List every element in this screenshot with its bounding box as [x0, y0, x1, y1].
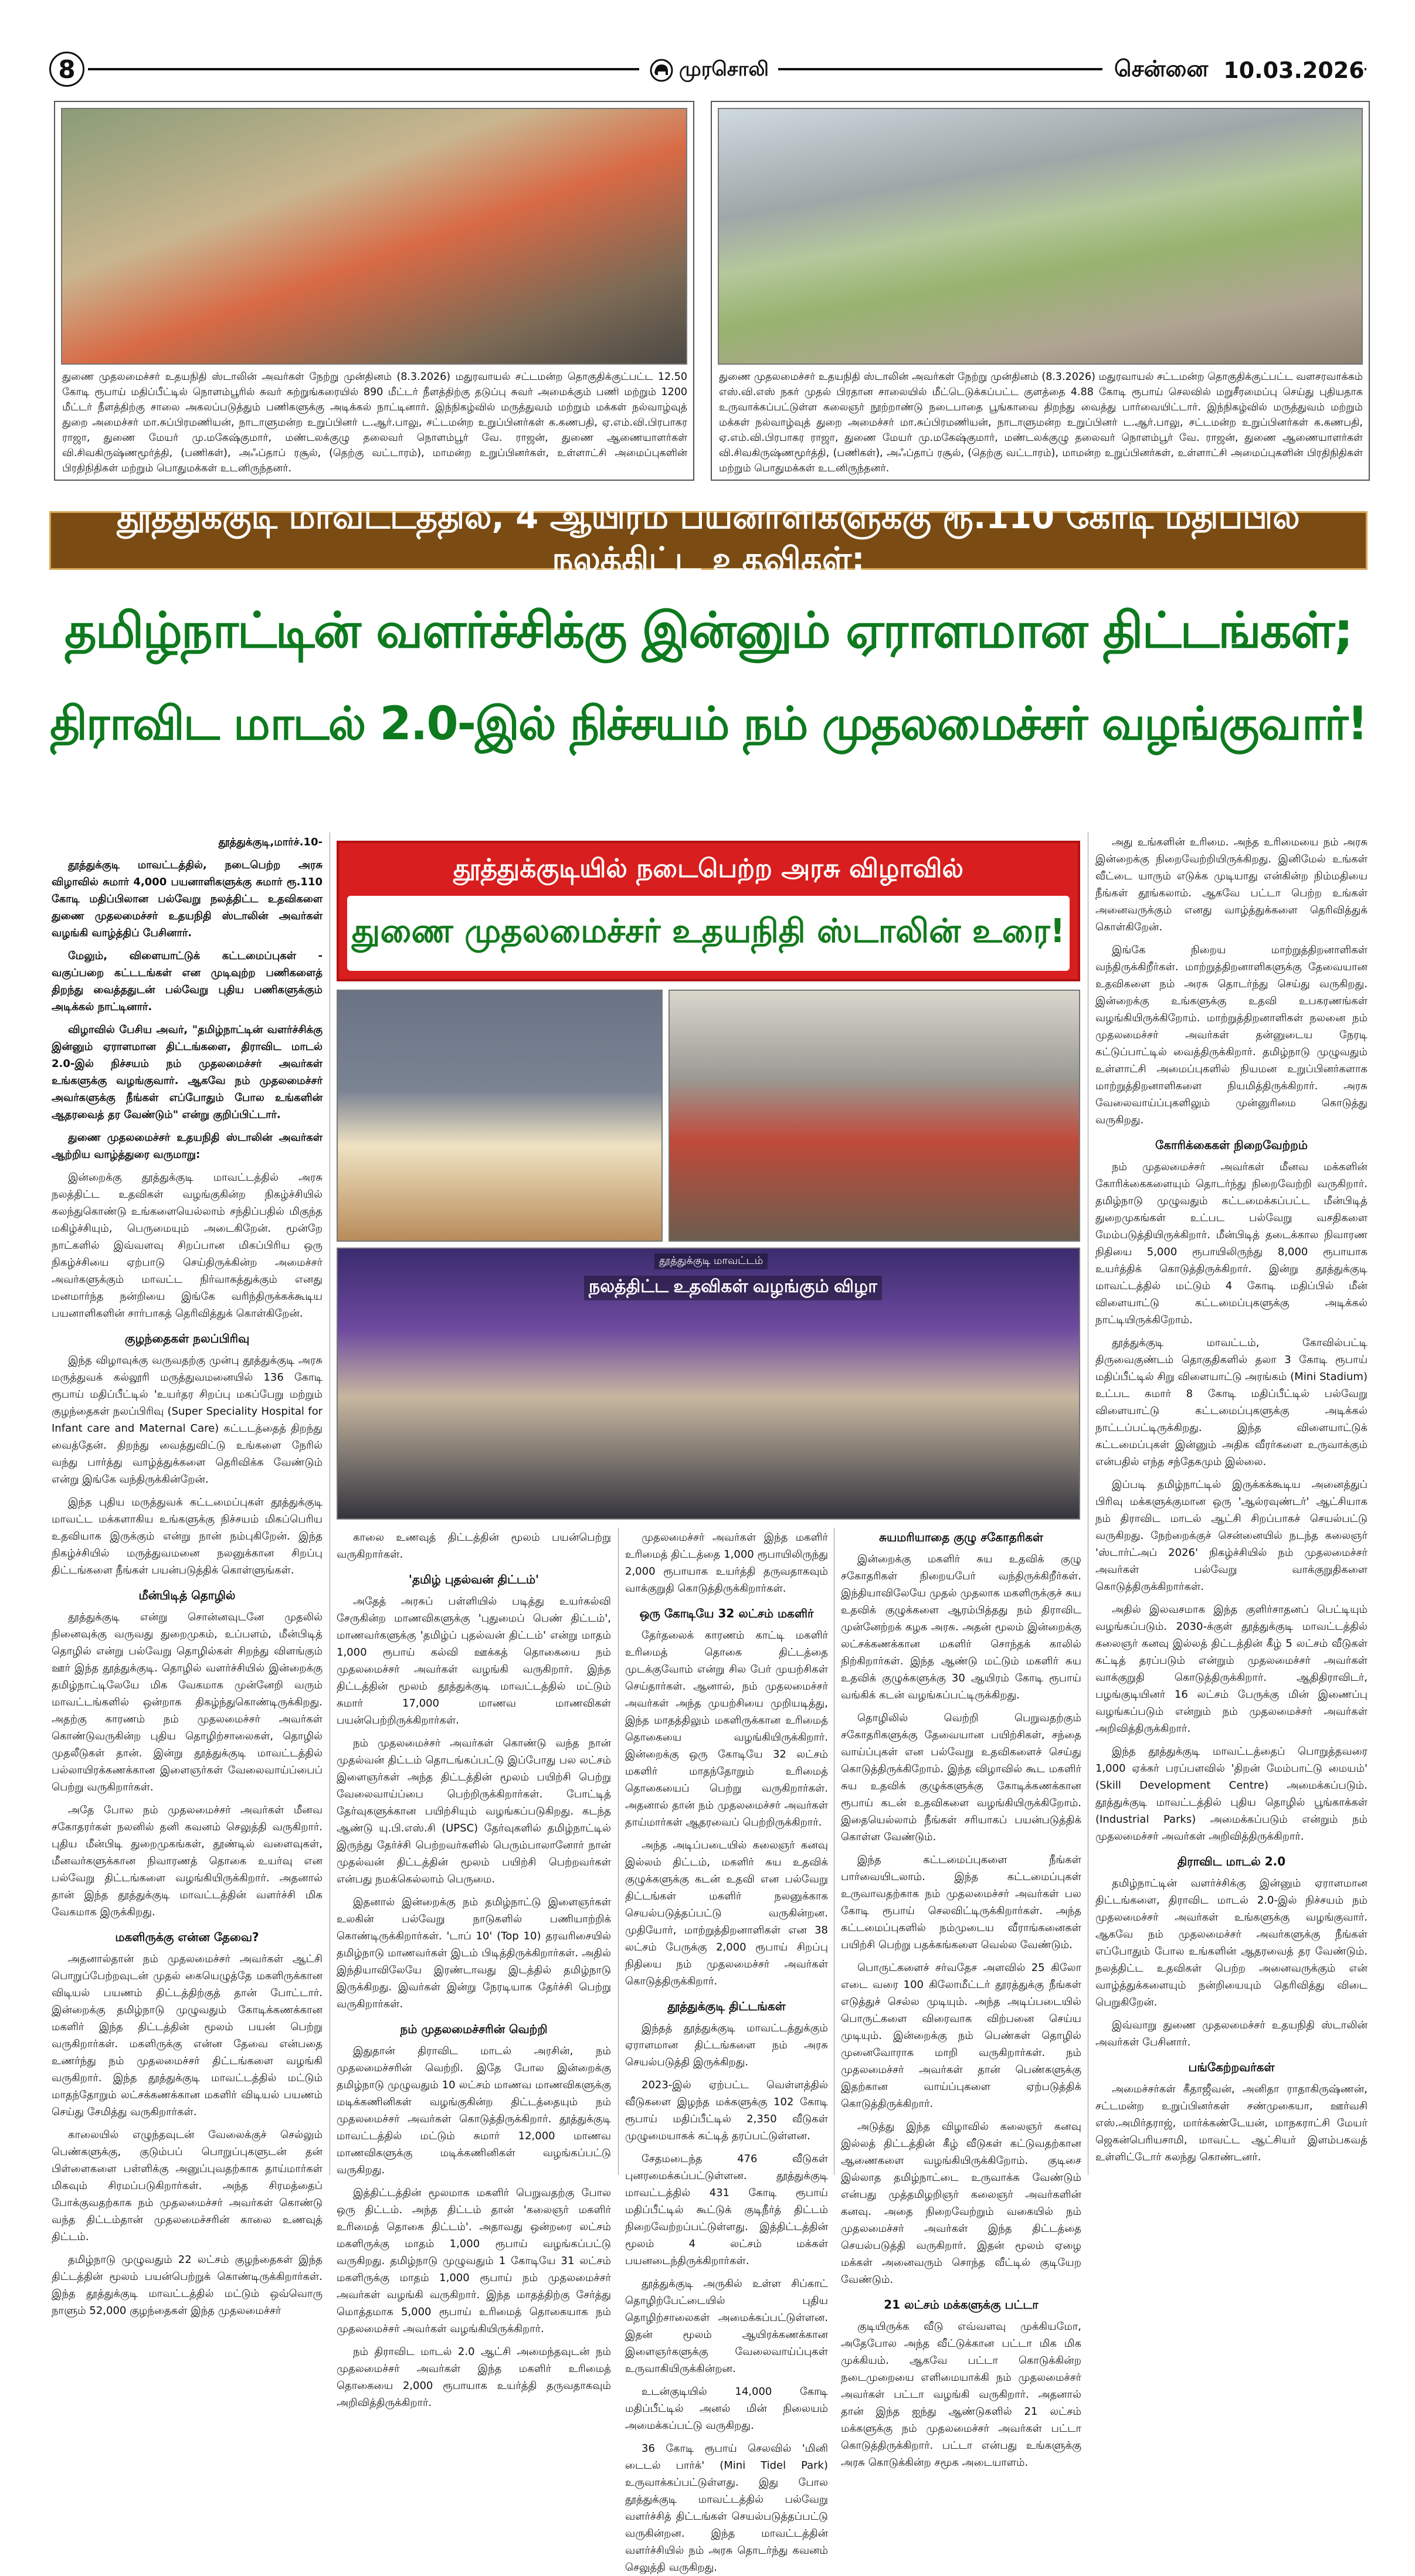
article-paragraph: நம் முதலமைச்சர் அவர்கள் கொண்டு வந்த நான் முதல்வன் திட்டம் தொடங்கப்பட்டு இப்போது பல லட்சம் இளைஞர்கள் அந்த திட்டத்தின் மூலம் பயிற்சி பெற்று வேலைவாய்ப்பை பெற்றிருக்கிறார்கள். போட்டித் தேர்வுகளுக்கான பயிற்சியும் வழங்கப்படுகிறது. கடந்த ஆண்டு யு.பி.எஸ்.சி (UPSC) தேர்வுகளில் தமிழ்நாட்டில் இருந்து தேர்ச்சி பெற்றவர்களில் பெரும்பாலானோர் நான் முதல்வன் திட்டத்தின் மூலம் பயிற்சி பெற்றவர்கள் என்பது நமக்கெல்லாம் பெருமை. — [337, 1737, 611, 1885]
photo-deputy-cm-speech — [337, 990, 663, 1242]
article-column-4 — [841, 1529, 1081, 2469]
paper-name: முரசொலி — [679, 57, 769, 81]
article-paragraph: அந்த அடிப்படையில் கலைஞர் கனவு இல்லம் திட்டம், மகளிர் சுய உதவிக் குழுக்களுக்கு கடன் உதவி என பல்வேறு திட்டங்கள் மகளிர் நலனுக்காக செயல்படுத்தப்பட்டு வருகின்றன. முதியோர், மாற்றுத்திறனாளிகள் என 38 லட்சம் பேருக்கு 2,000 ரூபாய் சிறப்பு நிதியை நம் முதலமைச்சர் அவர்கள் கொடுத்திருக்கிறார். — [625, 1839, 828, 1987]
article-paragraph: சேதமடைந்த 476 வீடுகள் புனரமைக்கப்பட்டுள்ளன. தூத்துக்குடி மாவட்டத்தில் 431 கோடி ரூபாய் மதிப்பீட்டில் கூட்டுக் குடிநீர்த் திட்டம் நிறைவேற்றப்பட்டுள்ளது. இத்திட்டத்தின் மூலம் 4 லட்சம் மக்கள் பயனடைந்திருக்கிறார்கள். — [625, 2153, 828, 2267]
masthead-logo — [639, 54, 778, 87]
article-paragraph: இதனால் இன்றைக்கு நம் தமிழ்நாட்டு இளைஞர்கள் உலகின் பல்வேறு நாடுகளில் பணியாற்றிக் கொண்டிருக்கிறார்கள். 'டாப் 10' (Top 10) தரவரிசையில் தமிழ்நாடு மாணவர்கள் இடம் பிடித்திருக்கிறார்கள். அதில் இந்தியாவிலேயே இரண்டாவது இடத்தில் தமிழ்நாடு இருக்கிறது. இவர்கள் இன்று நேரடியாக தேர்ச்சி பெற்று வருகிறார்கள். — [337, 1896, 611, 2010]
section-heading: பங்கேற்றவர்கள் — [1188, 2060, 1275, 2074]
article-paragraph: தமிழ்நாட்டின் வளர்ச்சிக்கு இன்னும் ஏராளமான திட்டங்களை, திராவிட மாடல் 2.0-இல் நிச்சயம் நம் முதலமைச்சர் அவர்கள் உங்களுக்கு வழங்குவார். ஆகவே நம் முதலமைச்சர் அவர்களுக்கு நீங்கள் எப்போதும் போல உங்களின் ஆதரவைத் தர வேண்டும். நலத்திட்ட உதவிகள் பெற்ற அனைவருக்கும் என் வாழ்த்துக்களையும் நன்றியையும் தெரிவித்து விடை பெறுகிறேன். — [1095, 1877, 1368, 2009]
district-label: தூத்துக்குடி மாவட்டம் — [654, 1253, 768, 1269]
section-heading: தூத்துக்குடி திட்டங்கள் — [667, 1999, 786, 2013]
strap-headline: தூத்துக்குடி மாவட்டத்தில், 4 ஆயிரம் பயனாளிகளுக்கு ரூ.110 கோடி மதிப்பில் நலத்திட்ட உதவிகள்: — [49, 511, 1368, 570]
top-photo-box-right — [711, 101, 1370, 481]
article-paragraph: இந்த விழாவுக்கு வருவதற்கு முன்பு தூத்துக்குடி அரசு மருத்துவக் கல்லூரி மருத்துவமனையில் 136 கோடி ரூபாய் மதிப்பீட்டில் 'உயர்தர சிறப்பு மகப்பேறு மற்றும் குழந்தைகள் நலப்பிரிவு (Super Speciality Hospital for Infant care and Maternal Care) கட்டடத்தைத் திறந்து வைத்தேன். திறந்து வைத்துவிட்டு உங்களை நேரில் வந்து பார்த்து வாழ்த்துக்களை தெரிவிக்க வேண்டும் என்று இங்கே வந்திருக்கின்றேன். — [52, 1354, 323, 1486]
article-paragraph: இங்கே நிறைய மாற்றுத்திறனாளிகள் வந்திருக்கிறீர்கள். மாற்றுத்திறனாளிகளுக்கு தேவையான உதவிகளை நம் அரசு தொடர்ந்து செய்து வருகிறது. இன்றைக்கு உங்களுக்கு உதவி உபகரணங்கள் வழங்கியிருக்கிறோம். மாற்றுத்திறனாளிகள் நலனை நம் முதலமைச்சர் அவர்கள் தன்னுடைய நேரடி கட்டுப்பாட்டில் வைத்திருக்கிறார். தமிழ்நாடு முழுவதும் உள்ளாட்சி அமைப்புகளில் நியமன உறுப்பினர்களாக மாற்றுத்திறனாளிகளை நியமித்திருக்கிறார். அரசு வேலைவாய்ப்புகளிலும் முன்னுரிமை கொடுத்து வருகிறது. — [1095, 944, 1368, 1126]
article-paragraph: அது உங்களின் உரிமை. அந்த உரிமையை நம் அரசு இன்றைக்கு நிறைவேற்றியிருக்கிறது. இனிமேல் உங்கள் வீட்டை யாரும் எடுக்க முடியாது என்கின்ற நிம்மதியை நீங்கள் தூங்கலாம். ஆகவே பட்டா பெற்ற உங்கள் அனைவருக்கும் எனது வாழ்த்துக்களை தெரிவித்துக் கொள்கிறேன். — [1095, 836, 1368, 933]
photo-caption-left: துணை முதலமைச்சர் உதயநிதி ஸ்டாலின் அவர்கள் நேற்று முன்தினம் (8.3.2026) மதுரவாயல் சட்டமன்ற தொகுதிக்குட்பட்ட 12.50 கோடி ரூபாய் மதிப்பீட்டில் நொளம்பூரில் சுவர் சுற்றுங்கரையில் 890 மீட்டர் நீளத்திற்கு தடுப்பு சுவர் அமைக்கும் பணி மற்றும் 1200 மீட்டர் நீளத்திற்கு சாலை அகலப்படுத்தும் பணிகளுக்கு அடிக்கல் நாட்டினார். இந்நிகழ்வில் மருத்துவம் மற்றும் மக்கள் நல்வாழ்வுத் துறை அமைச்சர் மா.சுப்பிரமணியன், நாடாளுமன்ற உறுப்பினர் ட.ஆர்.பாலு, சட்டமன்ற உறுப்பினர்கள் க.கணபதி, ஏ.எம்.வி.பிரபாகர ராஜா, துணை மேயர் மு.மகேஷ்குமார், மண்டலக்குழு தலைவர் நொளம்பூர் வே. ராஜன், துணை ஆணையாளர்கள் வி.சிவகிருஷ்ணமூர்த்தி, (பணிகள்), அஃப்தாப் ரசூல், (தெற்கு வட்டாரம்), மாமன்ற உறுப்பினர்கள், உள்ளாட்சி அமைப்புகளின் பிரதிநிதிகள் மற்றும் பொதுமக்கள் உடனிருந்தனர். — [62, 371, 687, 474]
article-paragraph: இந்த தூத்துக்குடி மாவட்டத்தைப் பொறுத்தவரை 1,000 ஏக்கர் பரப்பளவில் 'திறன் மேம்பாட்டு மையம்' (Skill Development Centre) அமைக்கப்படும். தூத்துக்குடி மாவட்டத்தில் புதிய தொழில் பூங்காக்கள் (Industrial Parks) அமைக்கப்படும் என்றும் நம் முதலமைச்சர் அவர்கள் அறிவித்திருக்கிறார். — [1095, 1745, 1368, 1843]
article-paragraph: பொருட்களைச் சர்வதேச அளவில் 25 கிலோ எடை வரை 100 கிலோமீட்டர் தூரத்துக்கு நீங்கள் எடுத்துச் செல்ல முடியும். அந்த அடிப்படையில் பொருட்களை விரைவாக விற்பனை செய்ய முடியும். இன்றைக்கு நம் பெண்கள் தொழில் முனைவோராக மாறி வருகிறார்கள். நம் முதலமைச்சர் அவர்கள் தான் பெண்களுக்கு இதற்கான வாய்ப்புகளை ஏற்படுத்திக் கொடுத்திருக்கிறார். — [841, 1962, 1081, 2110]
column-rule — [618, 1528, 619, 2175]
section-heading: ஒரு கோடியே 32 லட்சம் மகளிர் — [639, 1606, 814, 1620]
article-paragraph: தூத்துக்குடி என்று சொன்னவுடனே முதலில் நினைவுக்கு வருவது துறைமுகம், உப்பளம், மீன்பிடித் தொழில் என்று பல்வேறு தொழில்கள் சிறந்து விளங்கும் ஊர் இந்த தூத்துக்குடி. தொழில் வளர்ச்சியில் இன்றைக்கு தமிழ்நாட்டிலேயே மிக வேகமாக முன்னேறி வரும் மாவட்டங்களில் ஒன்றாக திகழ்ந்துகொண்டிருக்கிறது. அதற்கு காரணம் நம் முதலமைச்சர் அவர்கள் கொண்டுவருகின்ற புதிய தொழிற்சாலைகள், தொழில் முதலீடுகள் தான். இன்று தூத்துக்குடி மாவட்டத்தில் பல்லாயிரக்கணக்கான இளைஞர்கள் வேலைவாய்ப்பைப் பெற்று வருகிறார்கள். — [52, 1611, 323, 1793]
article-paragraph: தூத்துக்குடி மாவட்டம், கோவில்பட்டி திருவைகுண்டம் தொகுதிகளில் தலா 3 கோடி ரூபாய் மதிப்பீட்டில் சிறு விளையாட்டு அரங்கம் (Mini Stadium) உட்பட சுமார் 8 கோடி மதிப்பீட்டில் பல்வேறு விளையாட்டு கட்டமைப்புகளுக்கு அடிக்கல் நாட்டப்பட்டிருக்கிறது. இந்த விளையாட்டுக் கட்டமைப்புகள் இன்னும் அதிக வீரர்களை உருவாக்கும் என்பதில் எந்த சந்தேகமும் இல்லை. — [1095, 1337, 1368, 1468]
article-column-3 — [625, 1529, 828, 2574]
section-heading: 21 லட்சம் மக்களுக்கு பட்டா — [884, 2298, 1039, 2312]
article-column-2 — [337, 1529, 611, 2409]
article-paragraph: இத்திட்டத்தின் மூலமாக மகளிர் பெறுவதற்கு போல ஒரு திட்டம். அந்த திட்டம் தான் 'கலைஞர் மகளிர் உரிமைத் தொகை திட்டம்'. அதாவது ஒன்றரை லட்சம் மகளிருக்கு மாதம் 1,000 ரூபாய் வழங்கப்பட்டு வருகிறது. தமிழ்நாடு முழுவதும் 1 கோடியே 31 லட்சம் மகளிருக்கு மாதம் 1,000 ரூபாய் நம் முதலமைச்சர் அவர்கள் வழங்கி வருகிறார். இந்த மாதத்திற்கு சேர்த்து மொத்தமாக 5,000 ரூபாய் உரிமைத் தொகையாக நம் முதலமைச்சர் அவர்கள் வழங்கியிருக்கிறார். — [337, 2187, 611, 2335]
article-paragraph: முதலமைச்சர் அவர்கள் இந்த மகளிர் உரிமைத் திட்டத்தை 1,000 ரூபாயிலிருந்து 2,000 ரூபாயாக உயர்த்தி தருவதாகவும் வாக்குறுதி கொடுத்திருக்கிறார்கள். — [625, 1531, 828, 1595]
section-heading: குழந்தைகள் நலப்பிரிவு — [124, 1331, 250, 1345]
article-paragraph: அதனால்தான் நம் முதலமைச்சர் அவர்கள் ஆட்சி பொறுப்பேற்றவுடன் முதல் கையெழுத்தே மகளிருக்கான விடியல் பயணம் திட்டத்திற்குத் தான் போட்டார். இன்றைக்கு தமிழ்நாடு முழுவதும் கோடிக்கணக்கான மகளிர் இந்த திட்டத்தின் மூலம் பயன் பெற்று வருகிறார்கள். மகளிருக்கு என்ன தேவை என்பதை உணர்ந்து நம் முதலமைச்சர் திட்டங்களை வழங்கி வருகிறார். இந்த தூத்துக்குடி மாவட்டத்தில் மட்டும் மாதந்தோறும் லட்சக்கணக்கான மகளிர் விடியல் பயணம் செய்து சேமித்து வருகிறார்கள். — [52, 1953, 323, 2118]
article-paragraph: இன்றைக்கு மகளிர் சுய உதவிக் குழு சகோதரிகள் நிறையபேர் வந்திருக்கிறீர்கள். இந்தியாவிலேயே முதல் முதலாக மகளிருக்குச் சுய உதவிக் குழுக்களை ஆரம்பித்தது நம் திராவிட முன்னேற்றக் கழக அரசு. அதன் மூலம் இன்றைக்கு லட்சக்கணக்கான மகளிர் சொந்தக் காலில் நிற்கிறார்கள். இந்த ஆண்டு மட்டும் மகளிர் சுய உதவிக் குழுக்களுக்கு 30 ஆயிரம் கோடி ரூபாய் வங்கிக் கடன் வழங்கப்பட்டிருக்கிறது. — [841, 1553, 1081, 1701]
elephant-icon — [649, 59, 674, 82]
article-paragraph: இன்றைக்கு தூத்துக்குடி மாவட்டத்தில் அரசு நலத்திட்ட உதவிகள் வழங்குகின்ற நிகழ்ச்சியில் கலந்துகொண்டு உங்களையெல்லாம் சந்திப்பதில் மிகுந்த மகிழ்ச்சியும், பெருமையும் அடைகிறேன். மூன்றே நாட்களில் இவ்வளவு சிறப்பான மிகப்பிரிய ஒரு நிகழ்ச்சியை ஏற்பாடு செய்திருக்கின்ற அமைச்சர் அவர்களுக்கும் மாவட்ட நிர்வாகத்துக்கும் எனது மனமார்ந்த நன்றியை இங்கே வரிந்திருக்கக்கூடிய பயனாளிகளின் சார்பாகத் தெரிவித்துக் கொள்கிறேன். — [52, 1171, 323, 1320]
article-paragraph: தேர்தலைக் காரணம் காட்டி மகளிர் உரிமைத் தொகை திட்டத்தை முடக்குவோம் என்று சில பேர் முயற்சிகள் செய்தார்கள். ஆனால், நம் முதலமைச்சர் அவர்கள் அந்த முயற்சியை முறியடித்து, இந்த மாதத்திலும் மகளிருக்கான உரிமைத் தொகையை வழங்கியிருக்கிறார். இன்றைக்கு ஒரு கோடியே 32 லட்சம் மகளிர் மாதந்தோறும் உரிமைத் தொகையைப் பெற்று வருகிறார்கள். அதனால் தான் நம் முதலமைச்சர் அவர்கள் தாய்மார்கள் ஆதரவைப் பெற்றிருக்கிறார். — [625, 1629, 828, 1829]
article-paragraph: அமைச்சர்கள் கீதாஜீவன், அனிதா ராதாகிருஷ்ணன், சட்டமன்ற உறுப்பினர்கள் சண்முகையா, ஊர்வசி எஸ்.அமிர்தராஜ், மார்க்கண்டேயன், மாநகராட்சி மேயர் ஜெகன்பெரியசாமி, மாவட்ட ஆட்சியர் இளம்பகவத் உள்ளிட்டோர் கலந்து கொண்டனர். — [1095, 2083, 1368, 2163]
article-paragraph: இப்படி தமிழ்நாட்டில் இருக்கக்கூடிய அனைத்துப் பிரிவு மக்களுக்குமான ஒரு 'ஆல்ரவுண்டர்' ஆட்சியாக நம் திராவிட மாடல் ஆட்சி சிறப்பாகச் செயல்பட்டு வருகிறது. நேற்றைக்குச் சென்னையில் நடந்த கலைஞர் 'ஸ்டார்ட்அப் 2026' நிகழ்ச்சியில் நம் முதலமைச்சர் அவர்கள் பல்வேறு வாக்குறுதிகளை கொடுத்திருக்கிறார்கள். — [1095, 1479, 1368, 1593]
article-paragraph: 2023-இல் ஏற்பட்ட வெள்ளத்தில் வீடுகளை இழந்த மக்களுக்கு 102 கோடி ரூபாய் மதிப்பீட்டில் 2,350 வீடுகள் முழுமையாகக் கட்டித் தரப்பட்டுள்ளன. — [625, 2079, 828, 2142]
article-paragraph: காலை உணவுத் திட்டத்தின் மூலம் பயன்பெற்று வருகிறார்கள். — [337, 1531, 611, 1561]
article-paragraph: நம் திராவிட மாடல் 2.0 ஆட்சி அமைந்தவுடன் நம் முதலமைச்சர் அவர்கள் இந்த மகளிர் உரிமைத் தொகையை 2,000 ரூபாயாக உயர்த்தி தருவதாகவும் அறிவித்திருக்கிறார். — [337, 2346, 611, 2409]
photo-foundation-ceremony — [61, 108, 687, 365]
photo-beneficiaries-scooters — [669, 990, 1080, 1242]
section-heading: திராவிட மாடல் 2.0 — [1177, 1854, 1286, 1868]
city: சென்னை — [1114, 56, 1209, 81]
article-paragraph: விழாவில் பேசிய அவர், "தமிழ்நாட்டின் வளர்ச்சிக்கு இன்னும் ஏராளமான திட்டங்களை, திராவிட மாடல் 2.0-இல் நிச்சயம் நம் முதலமைச்சர் அவர்கள் உங்களுக்கு வழங்குவார். ஆகவே நம் முதலமைச்சர் அவர்களுக்கு நீங்கள் எப்போதும் போல உங்களின் ஆதரவைத் தர வேண்டும்" என்று குறிப்பிட்டார். — [52, 1024, 323, 1121]
section-heading: மீன்பிடித் தொழில் — [138, 1588, 236, 1602]
page-number: 8 — [49, 52, 84, 87]
article-paragraph: துணை முதலமைச்சர் உதயநிதி ஸ்டாலின் அவர்கள் ஆற்றிய வாழ்த்துரை வருமாறு: — [52, 1131, 323, 1161]
article-paragraph: இந்தத் தூத்துக்குடி மாவட்டத்துக்கும் ஏராளமான திட்டங்களை நம் அரசு செயல்படுத்தி இருக்கிறது. — [625, 2022, 828, 2068]
sub-headline-kicker: தூத்துக்குடியில் நடைபெற்ற அரசு விழாவில் — [453, 854, 963, 883]
sub-headline-title: துணை முதலமைச்சர் உதயநிதி ஸ்டாலின் உரை! — [347, 896, 1070, 971]
section-heading: 'தமிழ் புதல்வன் திட்டம்' — [408, 1572, 539, 1586]
section-heading: சுயமரியாதை குழு சகோதரிகள் — [879, 1530, 1043, 1544]
section-heading: மகளிருக்கு என்ன தேவை? — [115, 1930, 259, 1944]
article-column-5 — [1095, 834, 1368, 2176]
article-lead: தூத்துக்குடி மாவட்டத்தில், நடைபெற்ற அரசு விழாவில் சுமார் 4,000 பயனாளிகளுக்கு சுமார் ரூ.110 கோடி மதிப்பிலான பல்வேறு நலத்திட்ட உதவிகளை துணை முதலமைச்சர் உதயநிதி ஸ்டாலின் அவர்கள் வழங்கி வாழ்த்திப் பேசினார். — [52, 859, 323, 939]
article-paragraph: தூத்துக்குடி அருகில் உள்ள சிப்காட் தொழிற்பேட்டையில் புதிய தொழிற்சாலைகள் அமைக்கப்பட்டுள்ளன. இதன் மூலம் ஆயிரக்கணக்கான இளைஞர்களுக்கு வேலைவாய்ப்புகள் உருவாகியிருக்கின்றன. — [625, 2278, 828, 2375]
top-photo-box-left — [54, 101, 694, 481]
article-paragraph: அதேத் அரசுப் பள்ளியில் படித்து உயர்கல்வி சேருகின்ற மாணவிகளுக்கு 'புதுமைப் பெண் திட்டம்', மாணவர்களுக்கு 'தமிழ்ப் புதல்வன் திட்டம்' என்று மாதம் 1,000 ரூபாய் கல்வி ஊக்கத் தொகையை நம் முதலமைச்சர் அவர்கள் வழங்கி வருகிறார். இந்த திட்டத்தின் மூலம் தூத்துக்குடி மாவட்டத்தில் மட்டும் சுமார் 17,000 மாணவ மாணவிகள் பயன்பெற்றிருக்கிறார்கள். — [337, 1595, 611, 1727]
article-paragraph: இந்த புதிய மருத்துவக் கட்டமைப்புகள் தூத்துக்குடி மாவட்ட மக்களாகிய உங்களுக்கு நிச்சயம் மிகப்பெரிய உதவியாக இருக்கும் என்று நான் நம்புகிறேன். இந்த நிகழ்ச்சியில் மருத்துவமனை நலனுக்கான சிறப்பு திட்டங்களை நீங்கள் பயன்படுத்திக் கொள்ளுங்கள். — [52, 1496, 323, 1576]
article-paragraph: 36 கோடி ரூபாய் செலவில் 'மினி டைடல் பார்க்' (Mini Tidel Park) உருவாக்கப்பட்டுள்ளது. இது போல தூத்துக்குடி மாவட்டத்தில் பல்வேறு வளர்ச்சித் திட்டங்கள் செயல்படுத்தப்பட்டு வருகின்றன. இந்த மாவட்டத்தின் வளர்ச்சியில் நம் அரசு தொடர்ந்து கவனம் செலுத்தி வருகிறது. — [625, 2442, 828, 2574]
photo-welfare-event — [337, 1248, 1080, 1520]
section-heading: கோரிக்கைகள் நிறைவேற்றம் — [1155, 1138, 1308, 1152]
headline-line-1: தமிழ்நாட்டின் வளர்ச்சிக்கு இன்னும் ஏராளமான திட்டங்கள்; — [64, 601, 1353, 659]
article-paragraph: உடன்குடியில் 14,000 கோடி மதிப்பீட்டில் அனல் மின் நிலையம் அமைக்கப்பட்டு வருகிறது. — [625, 2385, 828, 2432]
dateline — [1102, 54, 1365, 87]
sub-headline-box — [337, 841, 1080, 981]
article-paragraph: தமிழ்நாடு முழுவதும் 22 லட்சம் குழந்தைகள் இந்த திட்டத்தின் மூலம் பயன்பெற்றுக் கொண்டிருக்கிறார்கள். இந்த தூத்துக்குடி மாவட்டத்தில் மட்டும் ஒவ்வொரு நாளும் 52,000 குழந்தைகள் இந்த முதலமைச்சர் — [52, 2254, 323, 2317]
article-paragraph: அடுத்து இந்த விழாவில் கலைஞர் கனவு இல்லத் திட்டத்தின் கீழ் வீடுகள் கட்டுவதற்கான ஆணைகளை வழங்கியிருக்கிறோம். குடிசை இல்லாத தமிழ்நாட்டை உருவாக்க வேண்டும் என்பது முத்தமிழறிஞர் கலைஞர் அவர்களின் கனவு. அதை நிறைவேற்றும் வகையில் நம் முதலமைச்சர் அவர்கள் இந்த திட்டத்தை செயல்படுத்தி வருகிறார். இதன் மூலம் ஏழை மக்கள் அனைவரும் சொந்த வீட்டில் குடியேற வேண்டும். — [841, 2120, 1081, 2286]
article-paragraph: தொழிலில் வெற்றி பெறுவதற்கும் சகோதரிகளுக்கு தேவையான பயிற்சிகள், சந்தை வாய்ப்புகள் என பல்வேறு உதவிகளைச் செய்து கொடுத்திருக்கிறோம். இந்த விழாவில் கூட மகளிர் சுய உதவிக் குழுக்களுக்கு கோடிக்கணக்கான ரூபாய் கடன் உதவிகளை வழங்கியிருக்கிறோம். இதையெல்லாம் நீங்கள் சரியாகப் பயன்படுத்திக் கொள்ள வேண்டும். — [841, 1712, 1081, 1843]
photo-lake-aerial — [718, 108, 1363, 365]
article-paragraph: மேலும், விளையாட்டுக் கட்டமைப்புகள் - வகுப்பறை கட்டடங்கள் என முடிவுற்ற பணிகளைத் திறந்து வைத்ததுடன் பல்வேறு புதிய பணிகளுக்கும் அடிக்கல் நாட்டினார். — [52, 950, 323, 1013]
article-column-1 — [52, 834, 323, 2317]
article-paragraph: நம் முதலமைச்சர் அவர்கள் மீனவ மக்களின் கோரிக்கைகளையும் தொடர்ந்து நிறைவேற்றி வருகிறார். தமிழ்நாடு முழுவதும் கட்டமைக்கப்பட்ட மீன்பிடித் துறைமுகங்கள் உட்பட பல்வேறு வசதிகளை மேம்படுத்தியிருக்கிறார். மீன்பிடித் தடைக்கால நிவாரண நிதியை 5,000 ரூபாயிலிருந்து 8,000 ரூபாயாக உயர்த்திக் கொடுத்திருக்கிறார். இன்று தூத்துக்குடி மாவட்டத்தில் மட்டும் 4 கோடி மதிப்பில் மீன் விளையாட்டு கட்டமைப்புகளுக்கு அடிக்கல் நாட்டியிருக்கிறோம். — [1095, 1161, 1368, 1326]
article-paragraph: காலையில் எழுந்தவுடன் வேலைக்குச் செல்லும் பெண்களுக்கு, குடும்பப் பொறுப்புகளுடன் தன் பிள்ளைகளை பள்ளிக்கு அனுப்புவதற்காக தாய்மார்கள் மிகவும் சிரமப்படுகிறார்கள். அந்த சிரமத்தைப் போக்குவதற்காக நம் முதலமைச்சர் அவர்கள் கொண்டு வந்த திட்டம்தான் முதலமைச்சரின் காலை உணவுத் திட்டம். — [52, 2129, 323, 2243]
article-paragraph: இந்த கட்டமைப்புகளை நீங்கள் பார்வையிடலாம். இந்த கட்டமைப்புகள் உருவாவதற்காக நம் முதலமைச்சர் அவர்கள் பல கோடி ரூபாய் செலவிட்டிருக்கிறார்கள். அந்த கட்டமைப்புகளில் நம்முடைய வீராங்கனைகள் பயிற்சி பெற்று பதக்கங்களை வெல்ல வேண்டும். — [841, 1854, 1081, 1951]
section-heading: நம் முதலமைச்சரின் வெற்றி — [400, 2022, 548, 2036]
article-paragraph: இதுதான் திராவிட மாடல் அரசின், நம் முதலமைச்சரின் வெற்றி. இதே போல இன்றைக்கு தமிழ்நாடு முழுவதும் 10 லட்சம் மாணவ மாணவிகளுக்கு மடிக்கணினிகள் வழங்குகின்ற திட்டத்தையும் நம் முதலமைச்சர் அவர்கள் கொடுத்திருக்கிறார். தூத்துக்குடி மாவட்டத்தில் மட்டும் சுமார் 12,000 மாணவ மாணவிகளுக்கு மடிக்கணினிகள் வழங்கப்பட்டு வருகிறது. — [337, 2045, 611, 2176]
article-paragraph: இவ்வாறு துணை முதலமைச்சர் உதயநிதி ஸ்டாலின் அவர்கள் பேசினார். — [1095, 2019, 1368, 2048]
headline-line-2: திராவிட மாடல் 2.0-இல் நிச்சயம் நம் முதலமைச்சர் வழங்குவார்! — [50, 698, 1367, 750]
story-dateline: தூத்துக்குடி,மார்ச்.10- — [218, 836, 323, 848]
issue-date: 10.03.2026 — [1223, 57, 1365, 83]
article-paragraph: அதில் இலவசமாக இந்த குளிர்சாதனப் பெட்டியும் வழங்கப்படும். 2030-க்குள் தூத்துக்குடி மாவட்டத்தில் கலைஞர் கனவு இல்லத் திட்டத்தின் கீழ் 5 லட்சம் வீடுகள் கட்டித் தரப்படும் என்றும் முதலமைச்சர் அவர்கள் வாக்குறுதி கொடுத்திருக்கிறார். ஆதிதிராவிடர், பழங்குடியினர் 16 லட்சம் பேருக்கு மின் இணைப்பு வழங்கப்படும் என்றும் நம் முதலமைச்சர் அவர்கள் அறிவித்திருக்கிறார். — [1095, 1603, 1368, 1735]
article-paragraph: குடியிருக்க வீடு எவ்வளவு முக்கியமோ, அதேபோல அந்த வீட்டுக்கான பட்டா மிக மிக முக்கியம். ஆகவே பட்டா கொடுக்கின்ற நடைமுறையை எளிமையாக்கி நம் முதலமைச்சர் அவர்கள் பட்டா வழங்கி வருகிறார். அதனால் தான் இந்த ஐந்து ஆண்டுகளில் 21 லட்சம் மக்களுக்கு நம் முதலமைச்சர் அவர்கள் பட்டா கொடுத்திருக்கிறார். பட்டா என்பது உங்களுக்கு அரசு கொடுக்கின்ற சமூக அடையாளம். — [841, 2320, 1081, 2469]
event-banner-text: நலத்திட்ட உதவிகள் வழங்கும் விழா — [584, 1276, 882, 1300]
photo-caption-right: துணை முதலமைச்சர் உதயநிதி ஸ்டாலின் அவர்கள் நேற்று முன்தினம் (8.3.2026) மதுரவாயல் சட்டமன்ற தொகுதிக்குட்பட்ட வளசரவாக்கம் எஸ்.வி.எஸ் நகர் முதல் பிரதான சாலையில் மீட்டெடுக்கப்பட்ட குளத்தை 4.88 கோடி ரூபாய் செலவில் மறுசீரமைப்பு செய்து புதியதாக உருவாக்கப்பட்டுள்ள கலைஞர் நூற்றாண்டு நடைபாதை பூங்காவை திறந்து வைத்து பார்வையிட்டார். இந்நிகழ்வில் மருத்துவம் மற்றும் மக்கள் நல்வாழ்வுத் துறை அமைச்சர் மா.சுப்பிரமணியன், நாடாளுமன்ற உறுப்பினர் ட.ஆர்.பாலு, சட்டமன்ற உறுப்பினர்கள் க.கணபதி, ஏ.எம்.வி.பிரபாகர ராஜா, துணை மேயர் மு.மகேஷ்குமார், மண்டலக்குழு தலைவர் நொளம்பூர் வே. ராஜன், துணை ஆணையாளர்கள் வி.சிவகிருஷ்ணமூர்த்தி, (பணிகள்), அஃப்தாப் ரசூல், (தெற்கு வட்டாரம்), மாமன்ற உறுப்பினர்கள், உள்ளாட்சி அமைப்புகளின் பிரதிநிதிகள் மற்றும் பொதுமக்கள் உடனிருந்தனர். — [719, 371, 1363, 474]
article-paragraph: அதே போல நம் முதலமைச்சர் அவர்கள் மீனவ சகோதரர்கள் நலனில் தனி கவனம் செலுத்தி வருகிறார். புதிய மீன்பிடி துறைமுகங்கள், தூண்டில் வளைவுகள், மீனவர்களுக்கான நிவாரணத் தொகை உயர்வு என பல்வேறு திட்டங்களை வழங்கியிருக்கிறார். அதனால் தான் இந்த தூத்துக்குடி மாவட்டத்தின் வளர்ச்சி மிக வேகமாக இருக்கிறது. — [52, 1804, 323, 1918]
